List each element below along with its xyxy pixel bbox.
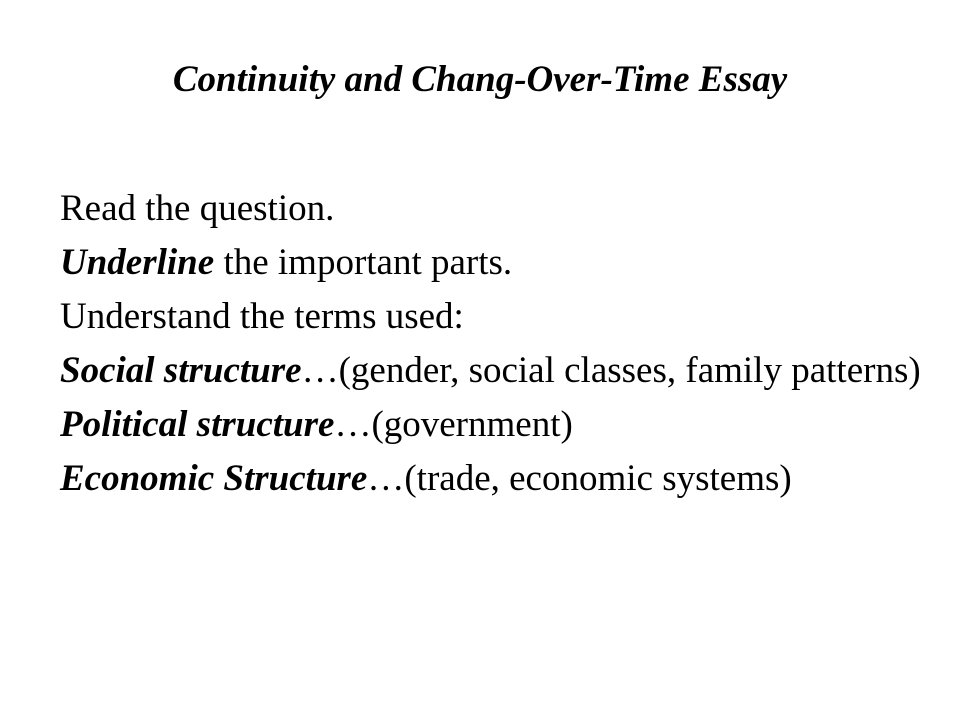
line-text: Read the question. [60, 188, 335, 229]
line-text: the important parts. [214, 242, 513, 283]
body-line-economic-structure [60, 452, 940, 506]
term-political-structure: Political structure [60, 404, 335, 445]
term-description: …(trade, economic systems) [367, 458, 792, 499]
body-line-underline [60, 236, 940, 290]
slide-title: Continuity and Chang-Over-Time Essay [172, 59, 788, 100]
term-description: …(gender, social classes, family patterns) [301, 350, 921, 391]
line-text: Understand the terms used: [60, 296, 464, 337]
body-line-read-question [60, 182, 940, 236]
body-line-understand-terms [60, 290, 940, 344]
slide-body [60, 182, 940, 506]
emphasis-word: Underline [60, 242, 215, 283]
term-description: …(government) [334, 404, 573, 445]
body-line-political-structure [60, 398, 940, 452]
term-economic-structure: Economic Structure [60, 458, 368, 499]
term-social-structure: Social structure [60, 350, 302, 391]
body-line-social-structure [60, 350, 940, 392]
